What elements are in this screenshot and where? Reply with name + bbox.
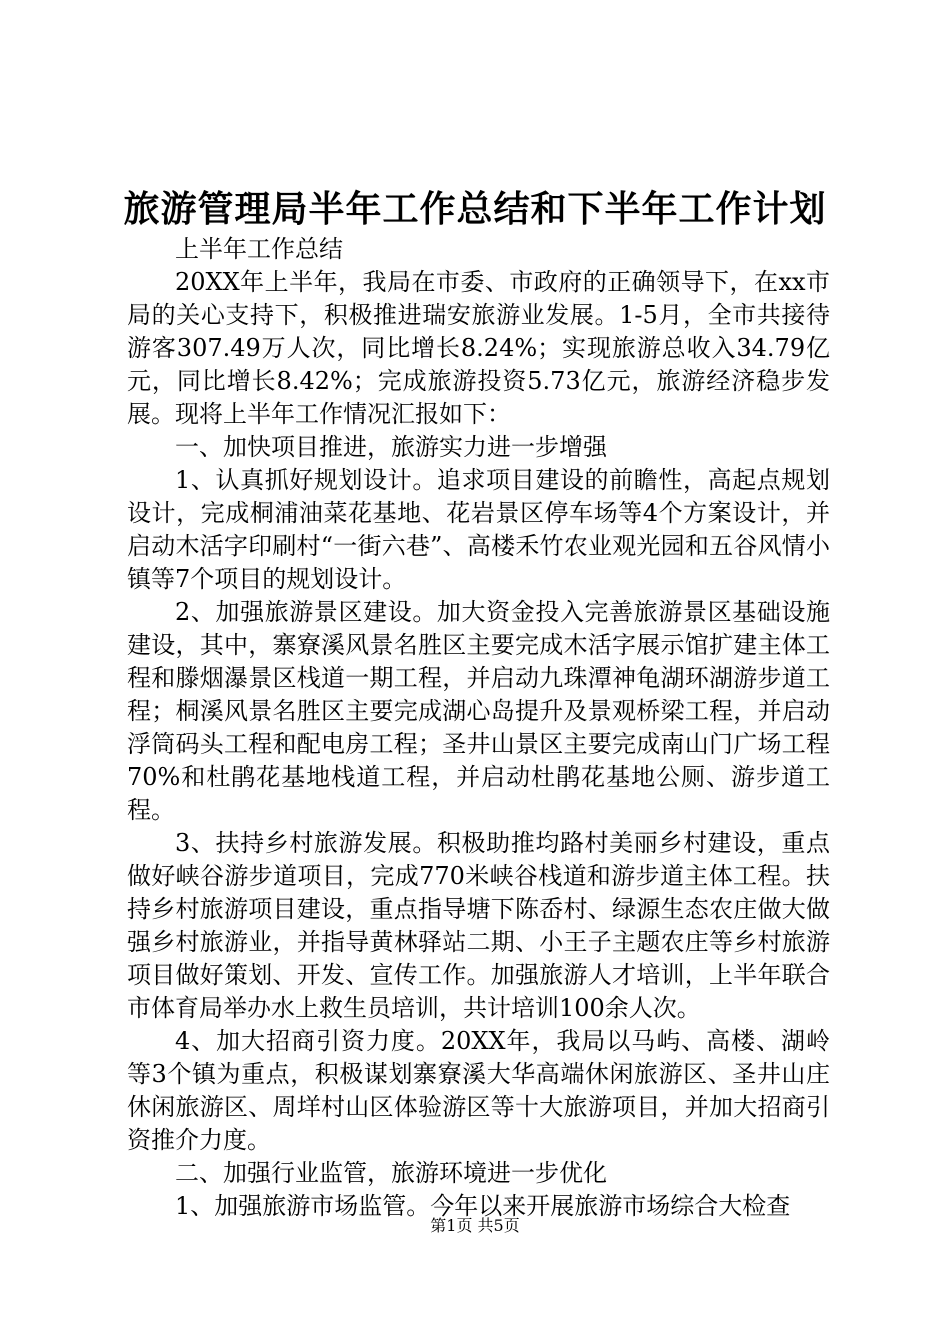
document-title: 旅游管理局半年工作总结和下半年工作计划	[123, 188, 827, 230]
body-paragraph: 1、加强旅游市场监管。今年以来开展旅游市场综合大检查	[175, 1192, 791, 1220]
page-footer: 第1页 共5页	[430, 1216, 520, 1235]
body-paragraph: 1、认真抓好规划设计。追求项目建设的前瞻性，高起点规划设计，完成桐浦油菜花基地、花岩景区停车场等4个方案设计，并启动木活字印刷村“一街六巷”、高楼禾竹农业观光园和五谷风情小镇等7个项目的规划设计。	[127, 466, 830, 593]
section-heading: 一、加快项目推进，旅游实力进一步增强	[175, 433, 607, 461]
intro-paragraph: 20XX年上半年，我局在市委、市政府的正确领导下，在xx市局的关心支持下，积极推进瑞安旅游业发展。1-5月，全市共接待游客307.49万人次，同比增长8.24%；实现旅游总收入34.79亿元，同比增长8.42%；完成旅游投资5.73亿元，旅游经济稳步发展。现将上半年工作情况汇报如下：	[127, 268, 830, 428]
section-heading: 二、加强行业监管，旅游环境进一步优化	[175, 1159, 607, 1187]
body-paragraph: 3、扶持乡村旅游发展。积极助推均路村美丽乡村建设，重点做好峡谷游步道项目，完成770米峡谷栈道和游步道主体工程。扶持乡村旅游项目建设，重点指导塘下陈岙村、绿源生态农庄做大做强乡村旅游业，并指导黄林驿站二期、小王子主题农庄等乡村旅游项目做好策划、开发、宣传工作。加强旅游人才培训，上半年联合市体育局举办水上救生员培训，共计培训100余人次。	[127, 829, 830, 1022]
document-body	[127, 233, 830, 1223]
body-paragraph: 2、加强旅游景区建设。加大资金投入完善旅游景区基础设施建设，其中，寨寮溪风景名胜区主要完成木活字展示馆扩建主体工程和滕烟瀑景区栈道一期工程，并启动九珠潭神龟湖环湖游步道工程；桐溪风景名胜区主要完成湖心岛提升及景观桥梁工程，并启动浮筒码头工程和配电房工程；圣井山景区主要完成南山门广场工程70%和杜鹃花基地栈道工程，并启动杜鹃花基地公厕、游步道工程。	[127, 598, 830, 824]
section-heading: 上半年工作总结	[175, 235, 343, 263]
body-paragraph: 4、加大招商引资力度。20XX年，我局以马屿、高楼、湖岭等3个镇为重点，积极谋划寨寮溪大华高端休闲旅游区、圣井山庄休闲旅游区、周垟村山区体验游区等十大旅游项目，并加大招商引资推介力度。	[127, 1027, 830, 1154]
